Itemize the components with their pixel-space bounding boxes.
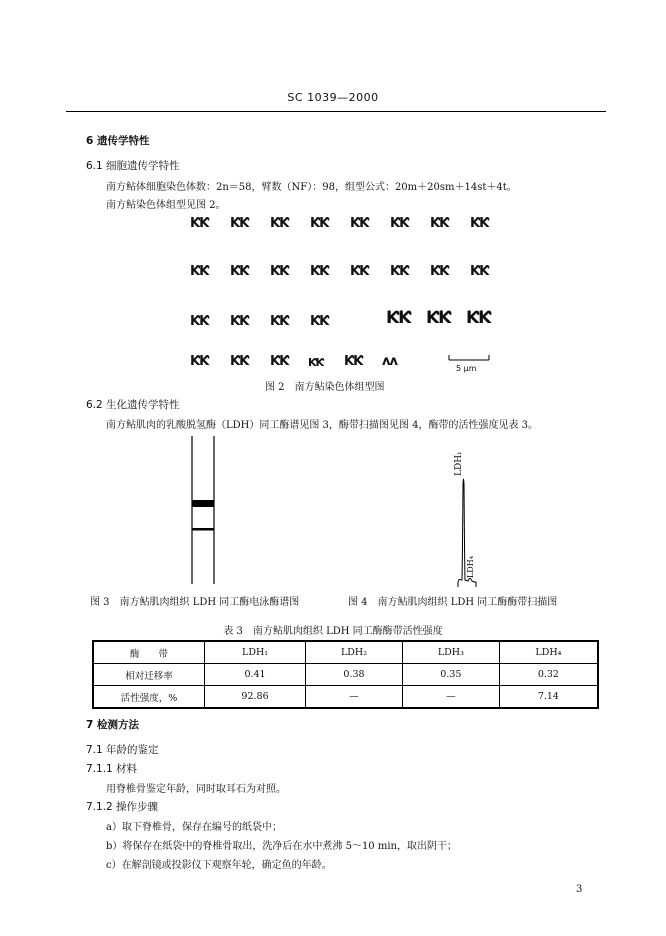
section-6-2-title: 6.2 生化遗传学特性	[86, 399, 180, 411]
chromosome-pair: ƘƘ	[270, 216, 289, 231]
table-cell: 92.86	[205, 686, 306, 709]
step-c: c）在解剖镜或投影仪下观察年轮，确定鱼的年龄。	[106, 860, 332, 871]
chromosome-pair: ƘƘ	[270, 314, 289, 329]
chromosome-pair: ƘƘ	[344, 354, 363, 369]
karyotype-formula: 南方鲇体细胞染色体数：2n＝58，臂数（NF）：98，组型公式：20m＋20sm＋14st＋4t。	[106, 182, 517, 193]
header-rule	[66, 111, 606, 112]
karyotype-figure	[180, 210, 500, 373]
table-cell: 7.14	[499, 686, 598, 709]
table-3-title: 表 3 南方鲇肌肉组织 LDH 同工酶酶带活性强度	[223, 626, 443, 637]
chromosome-pair: ƘƘ	[230, 216, 249, 231]
table-header-cell: LDH₁	[205, 641, 306, 664]
chromosome-pair: ƘƘ	[350, 264, 369, 279]
chromosome-pair: ƘƘ	[190, 314, 209, 329]
section-6-title: 6 遗传学特性	[86, 135, 150, 147]
table-row	[93, 664, 598, 686]
ldh-description: 南方鲇肌肉的乳酸脱氢酶（LDH）同工酶谱见图 3，酶带扫描图见图 4，酶带的活性强度见表 3。	[106, 420, 539, 431]
figure-4-caption: 图 4 南方鲇肌肉组织 LDH 同工酶酶带扫描图	[348, 597, 558, 608]
scale-bar	[448, 352, 490, 362]
chromosome-pair: ƘƘ	[470, 264, 489, 279]
chromosome-pair: ƘƘ	[230, 314, 249, 329]
step-a: a）取下脊椎骨，保存在编号的纸袋中；	[106, 822, 282, 833]
page-number: 3	[576, 884, 583, 895]
materials-text: 用脊椎骨鉴定年龄，同时取耳石为对照。	[106, 784, 286, 795]
chromosome-pair: ƘƘ	[390, 216, 409, 231]
table-header-cell: LDH₃	[402, 641, 499, 664]
table-cell: 0.38	[306, 664, 403, 686]
ldh-activity-table	[92, 640, 599, 709]
chromosome-pair: ƘƘ	[310, 314, 329, 329]
table-row	[93, 686, 598, 709]
scale-bar-label: 5 μm	[456, 364, 477, 373]
section-7-1-title: 7.1 年龄的鉴定	[86, 744, 159, 756]
table-row-label: 活性强度，%	[93, 686, 205, 709]
chromosome-pair: ƘƘ	[190, 354, 209, 369]
document-code: SC 1039—2000	[287, 91, 379, 104]
chromosome-pair: ƘƘ	[310, 264, 329, 279]
chromosome-pair: ƘƘ	[230, 264, 249, 279]
chromosome-pair: ƘƘ	[426, 308, 451, 328]
karyotype-figure-ref: 南方鲇染色体组型见图 2。	[106, 200, 226, 211]
table-header-cell: LDH₂	[306, 641, 403, 664]
table-header-cell: 酶 带	[93, 641, 205, 664]
chromosome-pair: ƘƘ	[190, 264, 209, 279]
chromosome-pair: ƘƘ	[470, 216, 489, 231]
chromosome-pair: ƘƘ	[190, 216, 209, 231]
ldh1-band	[192, 500, 214, 507]
chromosome-pair: ƘƘ	[430, 264, 449, 279]
chromosome-pair: ʌʌ	[382, 354, 397, 369]
electrophoresis-gel-figure	[188, 436, 218, 586]
step-b: b）将保存在纸袋中的脊椎骨取出，洗净后在水中煮沸 5～10 min，取出阴干；	[106, 841, 457, 852]
table-row-label: 相对迁移率	[93, 664, 205, 686]
chromosome-pair: ƘƘ	[386, 308, 411, 328]
chromosome-pair: ƘƘ	[270, 354, 289, 369]
figure-3-caption: 图 3 南方鲇肌肉组织 LDH 同工酶电泳酶谱图	[90, 597, 300, 608]
table-cell: —	[402, 686, 499, 709]
chromosome-pair: ƘƘ	[230, 354, 249, 369]
figure-2-caption: 图 2 南方鲇染色体组型图	[265, 382, 385, 393]
section-7-title: 7 检测方法	[86, 719, 139, 731]
chromosome-pair: ƘƘ	[466, 308, 491, 328]
section-7-1-2-title: 7.1.2 操作步骤	[86, 801, 159, 813]
peak-ldh1-label: LDH₁	[454, 451, 464, 476]
peak-ldh4-label: LDH₄	[466, 556, 475, 578]
chromosome-pair: ƘƘ	[270, 264, 289, 279]
chromosome-pair: ƘƘ	[308, 356, 324, 369]
chromosome-pair: ƘƘ	[350, 216, 369, 231]
table-cell: 0.35	[402, 664, 499, 686]
table-header-cell: LDH₄	[499, 641, 598, 664]
chromosome-pair: ƘƘ	[430, 216, 449, 231]
chromosome-pair: ƘƘ	[310, 216, 329, 231]
table-cell: —	[306, 686, 403, 709]
chromosome-pair: ƘƘ	[390, 264, 409, 279]
table-cell: 0.41	[205, 664, 306, 686]
ldh4-band	[192, 528, 214, 531]
section-6-1-title: 6.1 细胞遗传学特性	[86, 160, 180, 172]
table-cell: 0.32	[499, 664, 598, 686]
section-7-1-1-title: 7.1.1 材料	[86, 763, 138, 775]
table-header-row	[93, 641, 598, 664]
